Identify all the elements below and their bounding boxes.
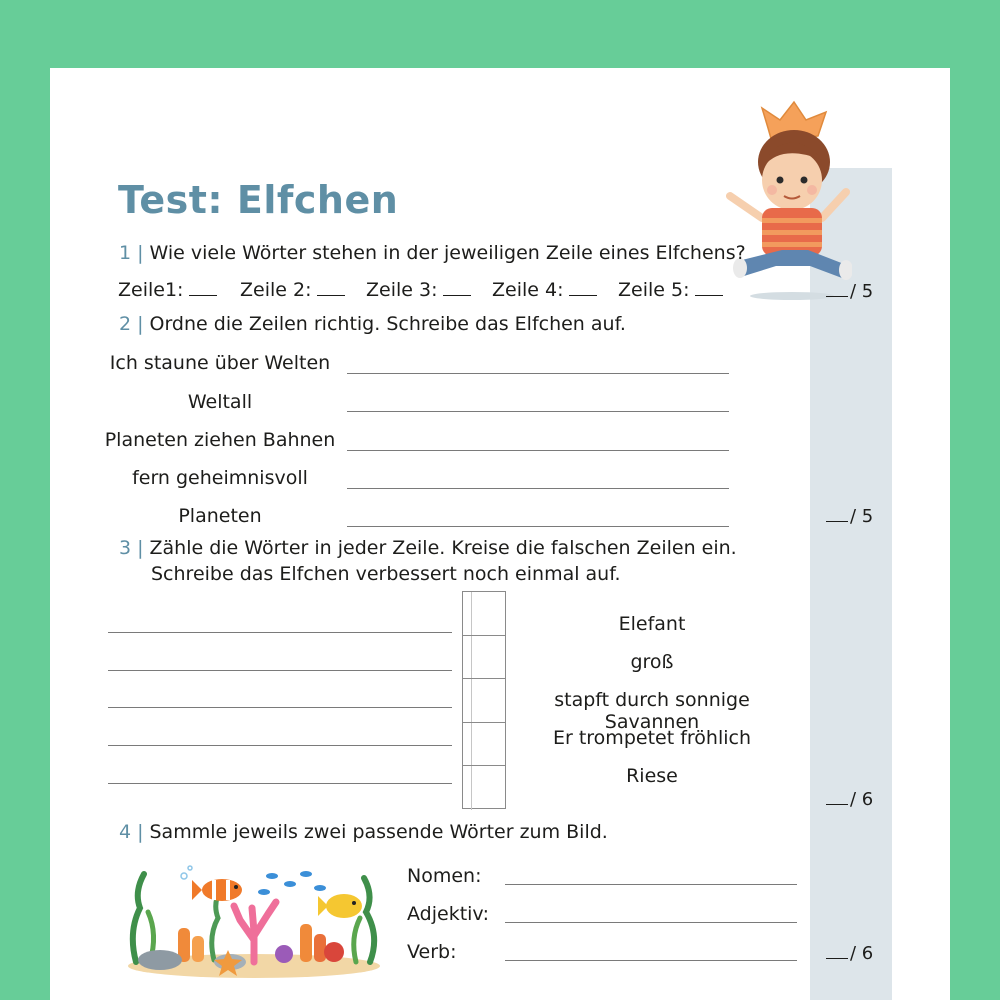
writing-line[interactable] <box>347 411 729 412</box>
row-label: Zeile 3: <box>366 279 438 301</box>
label-verb: Verb: <box>407 941 457 963</box>
label-adjektiv: Adjektiv: <box>407 903 490 925</box>
count-box[interactable] <box>463 723 505 767</box>
question-3-line-2: Schreibe das Elfchen verbessert noch einmal auf. <box>151 563 621 585</box>
poem-line-4: Er trompetet fröhlich <box>552 727 751 749</box>
question-number: 2 <box>119 313 132 335</box>
answer-blank[interactable] <box>569 282 597 296</box>
coral-reef-illustration <box>124 862 386 980</box>
writing-line[interactable] <box>108 745 452 746</box>
word-count-boxes <box>462 591 506 809</box>
row-count-3 <box>366 279 471 301</box>
count-box[interactable] <box>463 766 505 810</box>
row-label: Zeile1: <box>118 279 184 301</box>
writing-line[interactable] <box>108 670 452 671</box>
boy-with-crown-illustration <box>722 100 852 305</box>
question-text: Zähle die Wörter in jeder Zeile. Kreise die falschen Zeilen ein. <box>149 537 737 559</box>
writing-line[interactable] <box>505 922 797 923</box>
row-label: Zeile 2: <box>240 279 312 301</box>
question-1: 1 | Wie viele Wörter stehen in der jeweiligen Zeile eines Elfchens? <box>119 242 746 264</box>
count-box[interactable] <box>463 592 505 636</box>
question-text: Wie viele Wörter stehen in der jeweiligen Zeile eines Elfchens? <box>149 242 746 264</box>
poem-line-3: stapft durch sonnige Savannen <box>554 689 750 733</box>
poem-line-1: Elefant <box>618 613 686 635</box>
question-text: Ordne die Zeilen richtig. Schreibe das Elfchen auf. <box>149 313 626 335</box>
row-count-2 <box>240 279 345 301</box>
poem-line-5: Riese <box>626 765 678 787</box>
scrambled-line-2: Weltall <box>187 391 253 413</box>
row-count-4 <box>492 279 597 301</box>
writing-line[interactable] <box>347 526 729 527</box>
score-q4: / 6 <box>826 943 873 964</box>
writing-line[interactable] <box>108 783 452 784</box>
question-3: 3 | Zähle die Wörter in jeder Zeile. Kreise die falschen Zeilen ein. <box>119 537 737 559</box>
question-number: 4 <box>119 821 132 843</box>
writing-line[interactable] <box>347 373 729 374</box>
page-title: Test: Elfchen <box>118 178 399 222</box>
poem-line-2: groß <box>630 651 674 673</box>
score-q2: / 5 <box>826 506 873 527</box>
score-q3: / 6 <box>826 789 873 810</box>
row-label: Zeile 4: <box>492 279 564 301</box>
scrambled-line-5: Planeten <box>178 505 262 527</box>
score-q1: / 5 <box>826 281 873 302</box>
row-count-1 <box>118 279 217 301</box>
row-label: Zeile 5: <box>618 279 690 301</box>
scrambled-line-3: Planeten ziehen Bahnen <box>104 429 336 451</box>
scrambled-line-1: Ich staune über Welten <box>109 352 331 374</box>
writing-line[interactable] <box>505 960 797 961</box>
count-box[interactable] <box>463 636 505 680</box>
scrambled-line-4: fern geheimnisvoll <box>132 467 308 489</box>
writing-line[interactable] <box>505 884 797 885</box>
answer-blank[interactable] <box>443 282 471 296</box>
question-text: Sammle jeweils zwei passende Wörter zum Bild. <box>149 821 608 843</box>
answer-blank[interactable] <box>189 282 217 296</box>
writing-line[interactable] <box>347 488 729 489</box>
answer-blank[interactable] <box>317 282 345 296</box>
writing-line[interactable] <box>108 632 452 633</box>
answer-blank[interactable] <box>695 282 723 296</box>
question-4: 4 | Sammle jeweils zwei passende Wörter zum Bild. <box>119 821 608 843</box>
count-box[interactable] <box>463 679 505 723</box>
writing-line[interactable] <box>347 450 729 451</box>
row-count-5 <box>618 279 723 301</box>
label-nomen: Nomen: <box>407 865 482 887</box>
question-2: 2 | Ordne die Zeilen richtig. Schreibe das Elfchen auf. <box>119 313 626 335</box>
question-number: 1 <box>119 242 132 264</box>
writing-line[interactable] <box>108 707 452 708</box>
question-number: 3 <box>119 537 132 559</box>
